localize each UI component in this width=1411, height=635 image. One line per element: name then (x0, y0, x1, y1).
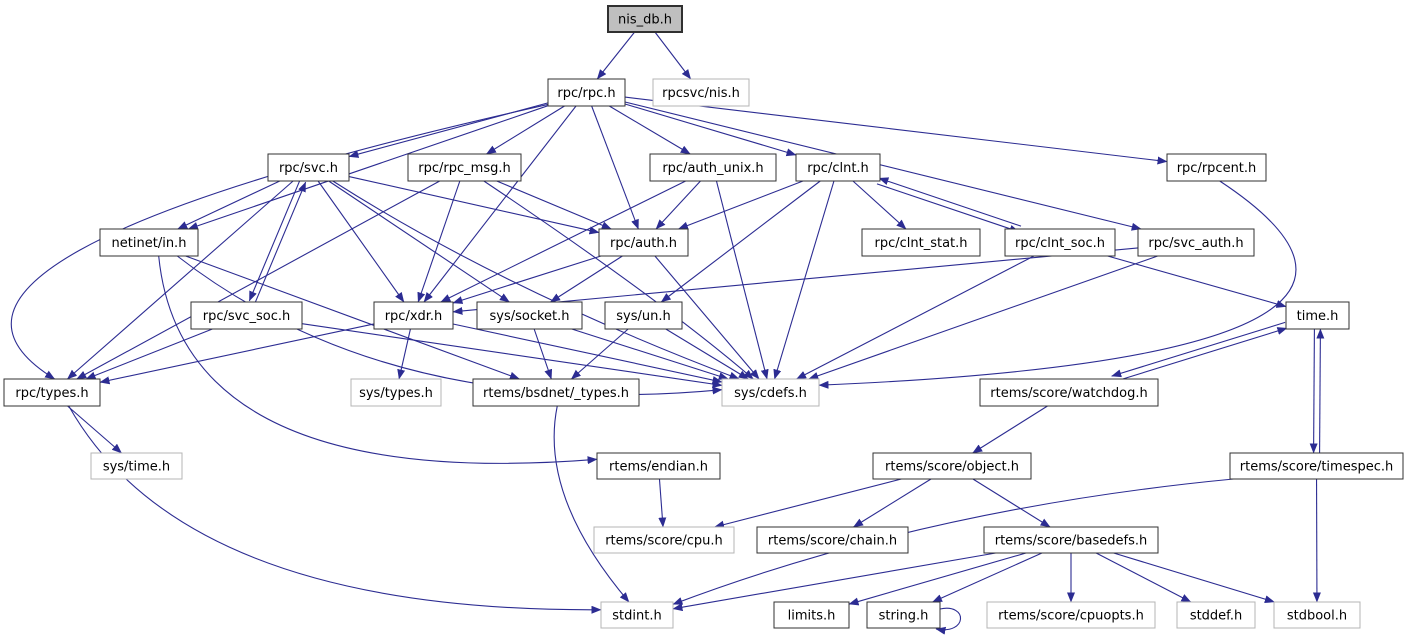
edge-types-sys_time (68, 406, 122, 453)
edge-rpc-clnt (625, 104, 796, 155)
node-rpc[interactable] (548, 79, 625, 106)
node-rpc_msg[interactable] (408, 154, 521, 181)
node-box-svc_auth[interactable] (1138, 229, 1254, 256)
node-box-stdbool[interactable] (1274, 602, 1360, 628)
edge-rpc_msg-auth (497, 181, 612, 229)
node-label-cpu: rtems/score/cpu.h (605, 533, 723, 549)
node-label-sys_types: sys/types.h (359, 386, 433, 401)
node-label-cdefs: sys/cdefs.h (734, 386, 807, 401)
node-box-stddef[interactable] (1177, 602, 1255, 628)
node-box-timespec[interactable] (1230, 453, 1403, 479)
edge-un-bsd_types (571, 329, 628, 379)
node-label-svc: rpc/svc.h (278, 161, 339, 176)
node-box-string[interactable] (867, 602, 940, 628)
node-label-cpuopts: rtems/score/cpuopts.h (998, 608, 1144, 624)
node-box-chain[interactable] (757, 527, 908, 553)
node-box-cdefs[interactable] (722, 379, 819, 406)
node-svc[interactable] (268, 154, 349, 181)
node-sys_types[interactable] (351, 379, 441, 406)
edge-rpc-types (11, 104, 548, 379)
node-label-sys_time: sys/time.h (102, 459, 171, 475)
node-label-bsd_types: rtems/bsdnet/_types.h (483, 386, 629, 401)
edge-rpc_msg-xdr (418, 181, 460, 302)
node-label-watchdog: rtems/score/watchdog.h (990, 386, 1148, 401)
node-box-endian[interactable] (597, 453, 720, 479)
node-label-in: netinet/in.h (111, 236, 187, 251)
node-box-sys_types[interactable] (351, 379, 441, 406)
edge-object-cpu (715, 479, 902, 527)
node-box-time[interactable] (1286, 302, 1349, 329)
node-label-stdint: stdint.h (612, 608, 662, 624)
node-cdefs[interactable] (722, 379, 819, 406)
edge-types-stdint (69, 406, 601, 610)
edge-clnt_soc-cdefs (797, 256, 1034, 379)
edge-time-timespec (1314, 329, 1315, 453)
node-stddef[interactable] (1177, 602, 1255, 628)
node-label-object: rtems/score/object.h (885, 459, 1019, 475)
node-svc_auth[interactable] (1138, 229, 1254, 256)
edge-object-basedefs (973, 479, 1050, 527)
edge-clnt-cdefs (775, 181, 834, 379)
node-box-un[interactable] (605, 302, 682, 329)
edge-auth-socket (551, 256, 623, 302)
node-box-xdr[interactable] (374, 302, 453, 329)
edge-nis_db-nis (655, 32, 691, 79)
edge-basedefs-stddef (1096, 553, 1191, 602)
node-time[interactable] (1286, 302, 1349, 329)
node-label-chain: rtems/score/chain.h (767, 533, 898, 549)
node-label-clnt_stat: rpc/clnt_stat.h (874, 236, 968, 251)
edge-socket-bsd_types (534, 329, 551, 379)
node-clnt_soc[interactable] (1005, 229, 1115, 256)
edge-rpcent-cdefs (819, 181, 1296, 385)
node-label-svc_auth: rpc/svc_auth.h (1148, 236, 1244, 251)
node-label-types: rpc/types.h (15, 386, 89, 401)
node-box-in[interactable] (100, 229, 198, 256)
node-watchdog[interactable] (980, 379, 1158, 406)
edge-xdr-types (100, 324, 374, 382)
node-xdr[interactable] (374, 302, 453, 329)
edge-clnt-clnt_stat (853, 181, 906, 229)
node-box-cpuopts[interactable] (987, 602, 1155, 628)
node-rpcent[interactable] (1167, 154, 1266, 181)
node-box-clnt_stat[interactable] (862, 229, 980, 256)
node-box-svc[interactable] (268, 154, 349, 181)
node-label-string: string.h (878, 608, 929, 624)
node-label-rpcent: rpc/rpcent.h (1176, 161, 1257, 176)
edge-auth_unix-auth (656, 181, 700, 229)
node-label-stddef: stddef.h (1189, 608, 1243, 624)
node-label-rpc: rpc/rpc.h (557, 86, 616, 101)
node-label-basedefs: rtems/score/basedefs.h (994, 533, 1148, 549)
node-svc_soc[interactable] (191, 302, 302, 329)
node-label-auth: rpc/auth.h (609, 236, 678, 251)
edge-watchdog-object (973, 406, 1048, 453)
node-label-time: time.h (1296, 309, 1339, 324)
node-label-nis_db: nis_db.h (618, 12, 672, 28)
node-label-timespec: rtems/score/timespec.h (1239, 459, 1394, 475)
node-box-rpcent[interactable] (1167, 154, 1266, 181)
edge-endian-cpu (659, 479, 663, 527)
node-box-sys_time[interactable] (91, 453, 182, 479)
edge-bsd_types-stdint (554, 406, 629, 602)
edge-clnt_soc-time (1108, 256, 1286, 307)
edge-basedefs-stdbool (1114, 553, 1275, 602)
node-bsd_types[interactable] (473, 379, 639, 406)
edge-rpc-auth (592, 106, 639, 229)
edge-svc-socket (329, 181, 510, 302)
node-box-clnt_soc[interactable] (1005, 229, 1115, 256)
node-box-stdint[interactable] (601, 602, 673, 628)
node-box-limits[interactable] (774, 602, 849, 628)
node-box-rpc[interactable] (548, 79, 625, 106)
node-nis_db[interactable] (608, 6, 682, 32)
node-box-cpu[interactable] (594, 527, 734, 553)
edge-rpc_msg-types (77, 181, 440, 379)
node-label-clnt_soc: rpc/clnt_soc.h (1015, 236, 1105, 251)
node-box-watchdog[interactable] (980, 379, 1158, 406)
node-label-stdbool: stdbool.h (1286, 608, 1348, 624)
node-string[interactable] (867, 602, 940, 628)
node-box-nis[interactable] (653, 79, 749, 106)
node-label-un: sys/un.h (616, 309, 671, 324)
node-box-object[interactable] (873, 453, 1031, 479)
node-un[interactable] (605, 302, 682, 329)
node-label-socket: sys/socket.h (489, 309, 570, 324)
node-object[interactable] (873, 453, 1031, 479)
node-box-rpc_msg[interactable] (408, 154, 521, 181)
edge-un-cdefs (666, 329, 748, 379)
node-box-auth_unix[interactable] (650, 154, 776, 181)
node-cpu[interactable] (594, 527, 734, 553)
edge-rpc-auth_unix (609, 106, 690, 154)
node-box-basedefs[interactable] (984, 527, 1158, 553)
node-types[interactable] (4, 379, 100, 406)
node-nis[interactable] (653, 79, 749, 106)
edge-socket-cdefs (572, 329, 728, 379)
edge-rpc-rpcent (625, 97, 1167, 162)
node-limits[interactable] (774, 602, 849, 628)
node-chain[interactable] (757, 527, 908, 553)
node-stdbool[interactable] (1274, 602, 1360, 628)
node-clnt[interactable] (796, 154, 880, 181)
node-cpuopts[interactable] (987, 602, 1155, 628)
edge-svc-cdefs (333, 181, 739, 379)
edge-clnt-auth (679, 181, 803, 229)
node-basedefs[interactable] (984, 527, 1158, 553)
node-label-svc_soc: rpc/svc_soc.h (202, 309, 291, 324)
node-label-nis: rpcsvc/nis.h (662, 86, 740, 101)
node-label-xdr: rpc/xdr.h (384, 309, 443, 324)
node-box-clnt[interactable] (796, 154, 880, 181)
node-auth[interactable] (599, 229, 688, 256)
node-box-nis_db[interactable] (608, 6, 682, 32)
edge-svc-auth (349, 177, 599, 233)
node-endian[interactable] (597, 453, 720, 479)
edge-nis_db-rpc (597, 32, 634, 79)
node-box-socket[interactable] (477, 302, 582, 329)
node-label-auth_unix: rpc/auth_unix.h (662, 161, 764, 176)
edge-auth_unix-cdefs (716, 181, 767, 379)
edge-svc-in (178, 181, 280, 229)
node-stdint[interactable] (601, 602, 673, 628)
edge-object-chain (853, 479, 931, 527)
node-label-limits: limits.h (787, 608, 836, 624)
edge-watchdog-time (1113, 328, 1286, 382)
edge-clnt_soc-clnt (879, 178, 1021, 226)
node-in[interactable] (100, 229, 198, 256)
node-timespec[interactable] (1230, 453, 1403, 479)
edge-basedefs-stdint (673, 553, 996, 609)
node-sys_time[interactable] (91, 453, 182, 479)
node-box-bsd_types[interactable] (473, 379, 639, 406)
node-box-svc_soc[interactable] (191, 302, 302, 329)
node-auth_unix[interactable] (650, 154, 776, 181)
edge-svc_soc-svc (255, 182, 306, 303)
edge-clnt-clnt_soc (877, 184, 1019, 232)
node-label-rpc_msg: rpc/rpc_msg.h (418, 161, 511, 176)
edge-timespec-time (1320, 329, 1321, 453)
edge-xdr-cdefs (453, 324, 722, 382)
edge-basedefs-limits (849, 553, 1026, 604)
node-box-types[interactable] (4, 379, 100, 406)
node-socket[interactable] (477, 302, 582, 329)
edge-time-watchdog (1112, 322, 1285, 376)
node-label-clnt: rpc/clnt.h (807, 161, 869, 176)
node-label-endian: rtems/endian.h (609, 459, 708, 475)
node-clnt_stat[interactable] (862, 229, 980, 256)
edge-basedefs-string (933, 553, 1042, 602)
node-box-auth[interactable] (599, 229, 688, 256)
